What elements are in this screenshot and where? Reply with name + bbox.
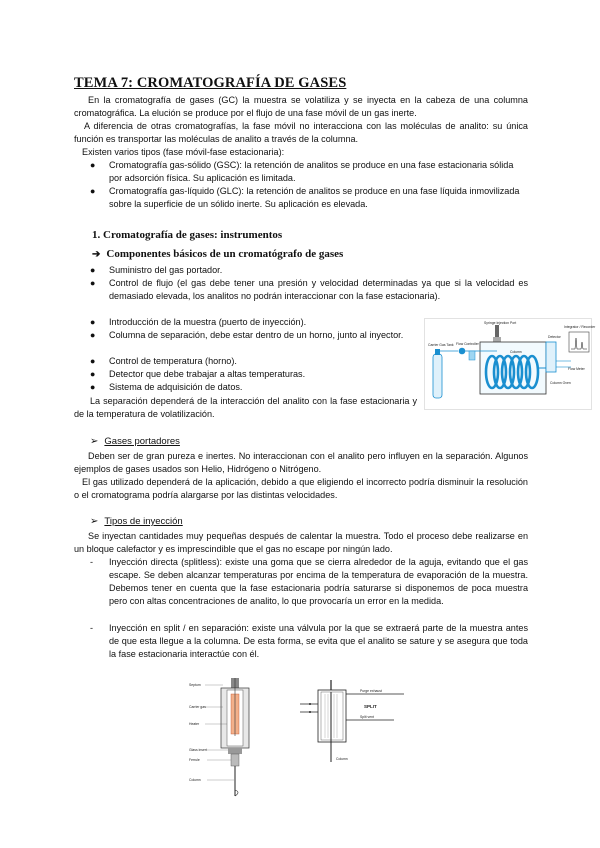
diagram-label: Column: [336, 757, 348, 761]
gc-instrument-diagram: [424, 318, 596, 410]
carrier-paragraph-1: Deben ser de gran pureza e inertes. No interaccionan con el analito pero influyen en la separación. Algunos ejemplos de gases usados son Helio, Hidrógeno o Nitrógeno.: [74, 451, 528, 474]
bullet-icon: ●: [90, 160, 96, 170]
bullet-icon: ●: [90, 278, 96, 288]
intro-paragraph-2: A diferencia de otras cromatografías, la fase móvil no interacciona con las moléculas de analito: su única función es transportar las moléculas de analito a través de la columna.: [74, 121, 528, 144]
arrow-icon: ➔: [92, 249, 101, 260]
diagram-label: Split vent: [360, 715, 374, 719]
list-item: ● Suministro del gas portador.: [90, 265, 223, 275]
subheading-gases: ➢ Gases portadores: [90, 436, 180, 447]
list-item: ● Control de temperatura (horno).: [90, 356, 237, 366]
intro-paragraph-3: Existen varios tipos (fase móvil-fase estacionaria):: [82, 147, 285, 157]
diagram-label: Glass insert: [189, 748, 207, 752]
diagram-label: Flow Meter: [568, 367, 585, 371]
diagram-label: Syringe Injection Port: [484, 321, 517, 325]
separation-paragraph: La separación dependerá de la interacción del analito con la fase estacionaria y de la temperatura de volatilización.: [74, 396, 417, 419]
bullet-icon: ●: [90, 265, 96, 275]
bullet-icon: ●: [90, 356, 96, 366]
gas-tank-icon: [433, 354, 442, 398]
bullet-icon: ●: [90, 382, 96, 392]
list-item: ● Columna de separación, debe estar dentro de un horno, junto al inyector.: [90, 330, 404, 340]
diagram-label: Flow Controller: [456, 342, 479, 346]
splitless-injector-diagram: [187, 674, 283, 802]
bullet-icon: ●: [90, 317, 96, 327]
section-heading: 1. Cromatografía de gases: instrumentos: [92, 229, 283, 241]
diagram-label: Column: [510, 350, 522, 354]
intro-paragraph-1: En la cromatografía de gases (GC) la muestra se volatiliza y se inyecta en la cabeza de una columna cromatográfica. La elución se produce por el flujo de una fase móvil de un gas inerte.: [74, 95, 528, 118]
list-item: ● Cromatografía gas-sólido (GSC): la retención de analitos se produce en una fase estacionaria sólida por adsorción física. Su aplicación es limitada.: [90, 160, 514, 183]
diagram-label: Carrier gas: [189, 705, 206, 709]
diagram-label: Purge exhaust: [360, 689, 382, 693]
list-item: - Inyección directa (splitless): existe una goma que se cierra alrededor de la aguja, evitando que el gas escape. Se deben alcanzar temperaturas por encima de la temperatura de evaporación de la muestra. Debemos tener en cuenta que la fase estacionaria podría saturarse si disponemos de poca muestra pero con altas concentraciones de analito, lo que provocaría un error en la medida.: [90, 557, 528, 606]
diagram-label: Septum: [189, 683, 201, 687]
diagram-label: Heater: [189, 722, 200, 726]
bullet-icon: ●: [90, 330, 96, 340]
diagram-label: Detector: [548, 335, 561, 339]
injection-paragraph: Se inyectan cantidades muy pequeñas después de calentar la muestra. Todo el proceso debe realizarse en un bloque calefactor y es imprescindible que el gas no escape por ningún lado.: [74, 531, 528, 554]
dash-icon: -: [90, 623, 94, 633]
carrier-paragraph-2: El gas utilizado dependerá de la aplicación, debido a que eligiendo el incorrecto podría disminuir la resolución o el cromatograma podría alargarse por las distintas velocidades.: [74, 477, 528, 500]
detector-icon: [546, 342, 556, 372]
subsection-heading: ➔ Componentes básicos de un cromatógrafo de gases: [92, 248, 344, 260]
dash-icon: -: [90, 557, 94, 567]
list-item: ● Sistema de adquisición de datos.: [90, 382, 243, 392]
diagram-label: Carrier Gas Tank: [428, 343, 454, 347]
list-item: ● Cromatografía gas-líquido (GLC): la retención de analitos se produce en una fase líquida inmovilizada sobre la superficie de un sólido inerte. Su aplicación es elevada.: [90, 186, 520, 209]
split-injector-diagram: [298, 678, 410, 766]
bullet-icon: ●: [90, 186, 96, 196]
list-item: - Inyección en split / en separación: existe una válvula por la que se extraerá parte de la muestra antes de que esta llegue a la columna. De esta forma, se evita que el analito se sature y se asegura que toda la fase estacionaria interactúe con él.: [90, 623, 528, 659]
bullet-icon: ●: [90, 369, 96, 379]
list-item: ● Introducción de la muestra (puerto de inyección).: [90, 317, 307, 327]
list-item: ● Control de flujo (el gas debe tener una presión y velocidad determinadas ya que si la velocidad es demasiado elevada, los analitos no podrán interaccionar con la fase estacionaria).: [90, 278, 528, 301]
arrow-icon: ➢: [90, 516, 99, 527]
diagram-label: Column Oven: [550, 381, 571, 385]
diagram-label: SPLIT: [364, 704, 377, 709]
diagram-label: Ferrule: [189, 758, 200, 762]
subheading-injection: ➢ Tipos de inyección: [90, 516, 183, 527]
valve-icon: [459, 348, 466, 355]
arrow-icon: ➢: [90, 436, 99, 447]
page-title: TEMA 7: CROMATOGRAFÍA DE GASES: [74, 75, 347, 91]
diagram-label: Column: [189, 778, 201, 782]
list-item: ● Detector que debe trabajar a altas temperaturas.: [90, 369, 306, 379]
diagram-label: Integrator / Recorder: [564, 325, 596, 329]
